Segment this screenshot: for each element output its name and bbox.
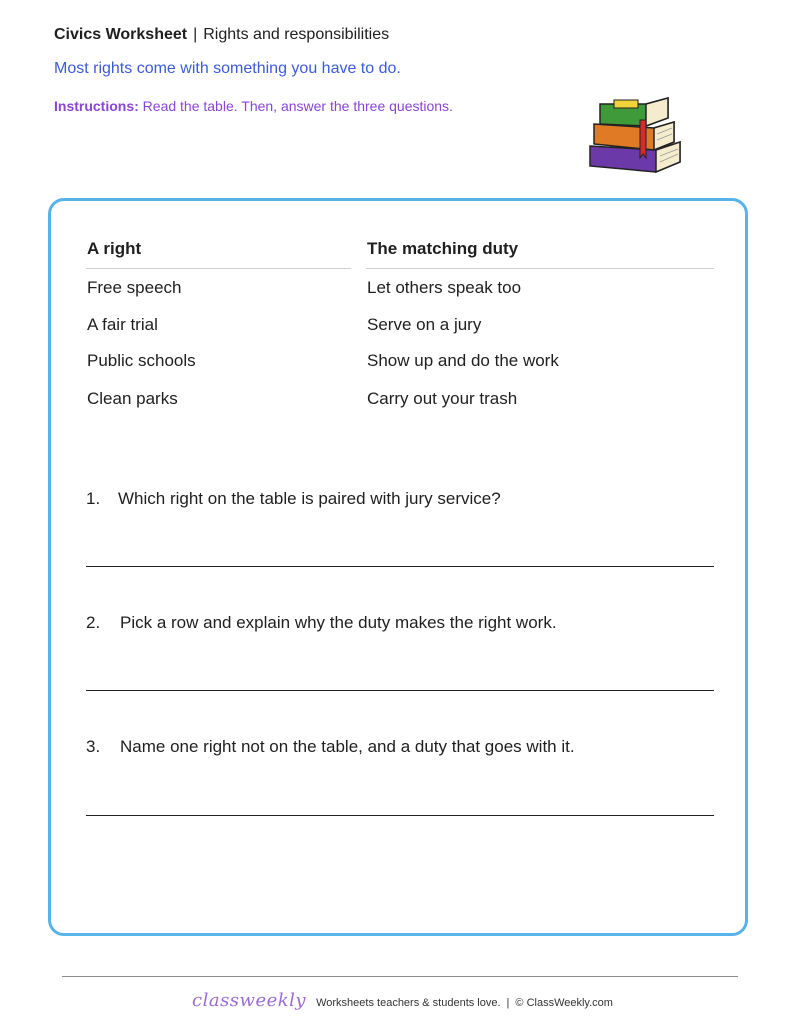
table-cell-right: Public schools [87,351,196,370]
brand-logo[interactable]: classweekly [192,990,307,1011]
question-number: 3. [86,737,101,756]
table-header-divider [86,268,351,269]
table-cell-right: Free speech [87,278,182,297]
table-cell-right: Clean parks [87,389,178,408]
table-cell-duty: Let others speak too [367,278,522,297]
table-cell-duty: Serve on a jury [367,315,482,334]
question-text: Name one right not on the table, and a duty that goes with it. [120,737,575,756]
answer-line-1[interactable] [86,566,714,567]
answer-line-2[interactable] [86,690,714,691]
footer-tagline: Worksheets teachers & students love. [316,997,501,1009]
content-card [48,198,748,936]
instructions-label: Instructions: [54,98,139,114]
table-cell-duty: Show up and do the work [367,351,559,370]
instructions-text: Read the table. Then, answer the three questions. [142,98,453,114]
instructions [54,98,453,114]
footer-separator: | [506,997,510,1009]
answer-line-3[interactable] [86,815,714,816]
table-cell-duty: Carry out your trash [367,389,518,408]
question-number: 1. [86,489,101,508]
table-header-divider [366,268,714,269]
worksheet-topic: Rights and responsibilities [203,26,390,43]
question-1 [86,489,501,509]
table-cell-right: A fair trial [87,315,158,334]
footer-divider [62,976,738,977]
worksheet-subtitle: Most rights come with something you have to do. [54,60,401,77]
table-header-duty: The matching duty [367,239,519,258]
question-text: Which right on the table is paired with jury service? [118,489,501,508]
question-text: Pick a row and explain why the duty makes the right work. [120,613,557,632]
header-separator: | [193,26,198,43]
table-header-right: A right [87,239,142,258]
footer [192,990,613,1011]
worksheet-title: Civics Worksheet [54,26,188,43]
question-3 [86,737,575,757]
question-number: 2. [86,613,101,632]
worksheet-header [54,26,389,44]
question-2 [86,613,557,633]
footer-copyright[interactable]: © ClassWeekly.com [515,997,613,1009]
stacked-books-icon [584,96,686,180]
